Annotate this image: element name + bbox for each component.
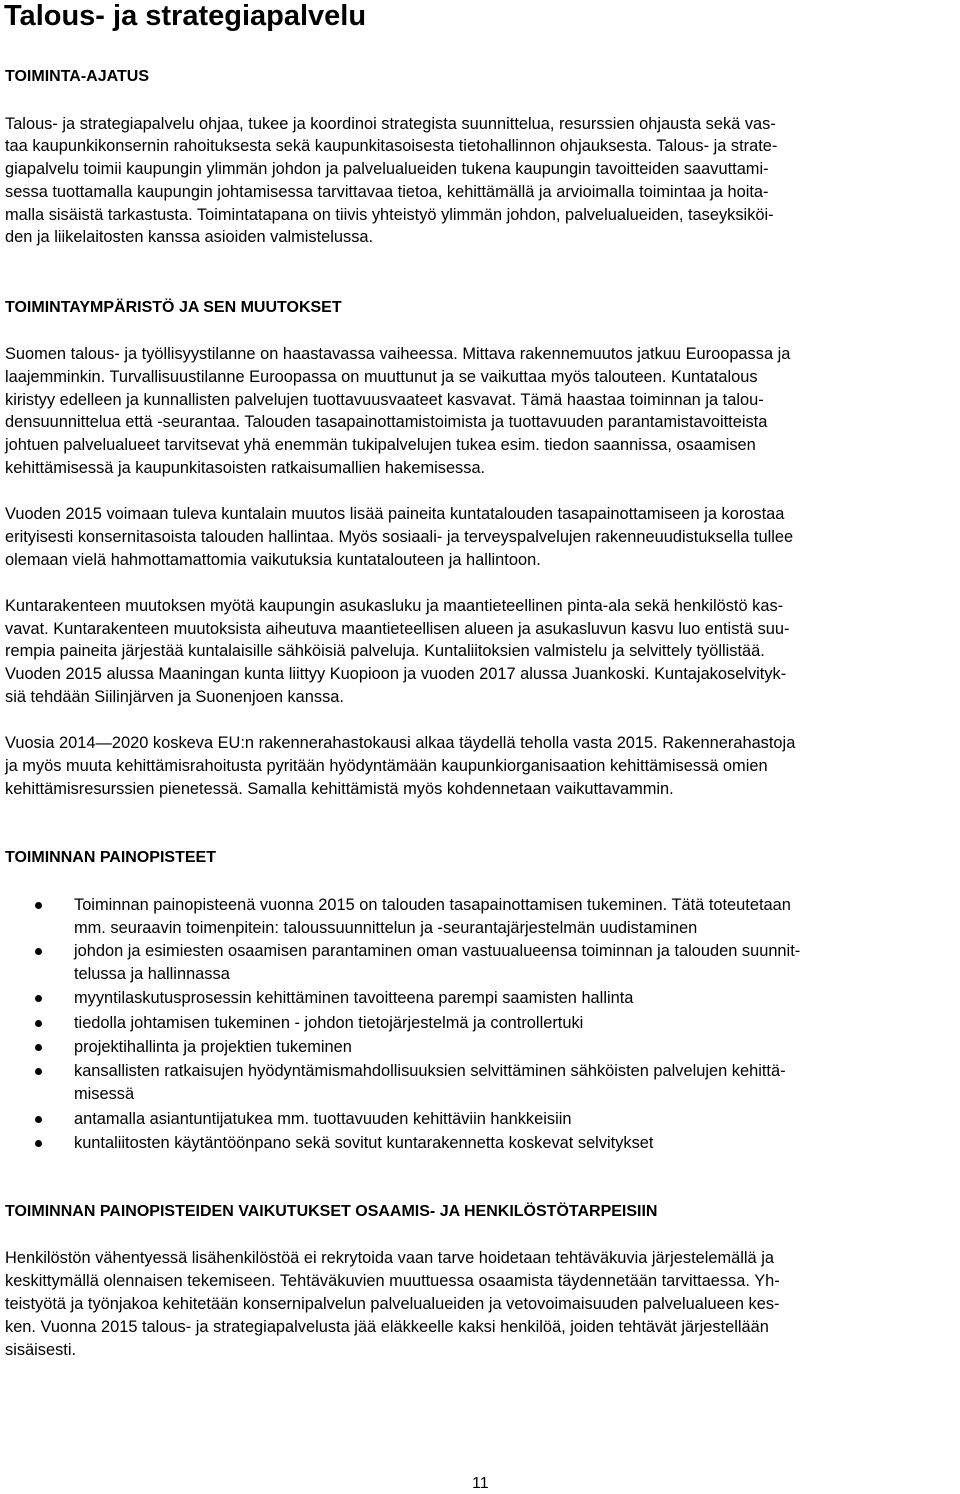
paragraph-line: laajemminkin. Turvallisuustilanne Euroopassa on muuttunut ja se vaikuttaa myös talouteen. Kuntatalous — [5, 368, 758, 386]
paragraph-line: Vuosia 2014—2020 koskeva EU:n rakennerahastokausi alkaa täydellä teholla vasta 2015. Rakennerahastoja — [5, 734, 796, 752]
bullet-icon — [35, 1116, 42, 1123]
bullet-icon — [35, 1068, 42, 1075]
paragraph-line: den ja liikelaitosten kanssa asioiden valmistelussa. — [5, 228, 374, 246]
paragraph-line: Henkilöstön vähentyessä lisähenkilöstöä ei rekrytoida vaan tarve hoidetaan tehtäväkuvia järjestelemällä ja — [5, 1249, 774, 1267]
paragraph-line: sisäisesti. — [5, 1341, 77, 1359]
paragraph-line: vavat. Kuntarakenteen muutoksista aiheutuva maantieteellisen alueen ja asukasluvun kasvu luo entistä suu- — [5, 620, 790, 638]
paragraph-line: keskittymällä olennaisen tekemiseen. Tehtäväkuvien muuttuessa osaamista täydennetään tarvittaessa. Yh- — [5, 1272, 780, 1290]
paragraph-line: kiristyy edelleen ja kunnallisten palvelujen tuottavuusvaateet kasvavat. Tämä haastaa toiminnan ja talou- — [5, 391, 764, 409]
bullet-icon — [35, 902, 42, 909]
bullet-icon — [35, 995, 42, 1002]
paragraph-line: sessa tuottamalla kaupungin johtamisessa tarvittavaa tietoa, kehittämällä ja arvioimalla toimintaa ja hoita- — [5, 183, 769, 201]
paragraph-line: erityisesti konsernitasoista talouden hallintaa. Myös sosiaali- ja terveyspalvelujen rakenneuudistuksella tullee — [5, 528, 794, 546]
bullet-icon — [35, 1044, 42, 1051]
paragraph-line: olemaan vielä hahmottamattomia vaikutuksia kuntatalouteen ja hallintoon. — [5, 551, 541, 569]
bullet-icon — [35, 948, 42, 955]
list-item: misessä — [74, 1085, 135, 1103]
paragraph-line: taa kaupunkikonsernin rahoituksesta sekä kaupunkitasoisesta tietohallinnon ohjauksesta. Talous- ja strate- — [5, 137, 778, 155]
list-item: Toiminnan painopisteenä vuonna 2015 on talouden tasapainottamisen tukeminen. Tätä toteutetaan — [74, 896, 791, 914]
bullet-icon — [35, 1140, 42, 1147]
paragraph-line: Suomen talous- ja työllisyystilanne on haastavassa vaiheessa. Mittava rakennemuutos jatkuu Euroopassa ja — [5, 345, 791, 363]
list-item: myyntilaskutusprosessin kehittäminen tavoitteena parempi saamisten hallinta — [74, 989, 634, 1007]
list-item: telussa ja hallinnassa — [74, 965, 230, 983]
page-number: 11 — [472, 1475, 489, 1492]
paragraph-line: Talous- ja strategiapalvelu ohjaa, tukee ja koordinoi strategista suunnittelua, resurssien ohjausta sekä vas- — [5, 115, 776, 133]
paragraph-line: giapalvelu toimii kaupungin ylimmän johdon ja palvelualueiden tukena kaupungin tavoitteiden saavuttami- — [5, 160, 769, 178]
bullet-icon — [35, 1020, 42, 1027]
list-item: johdon ja esimiesten osaamisen parantaminen oman vastuualueensa toiminnan ja talouden suunnit- — [74, 942, 801, 960]
paragraph-line: densuunnittelua että -seurantaa. Talouden tasapainottamistoimista ja tuottavuuden parantamistavoitteista — [5, 413, 768, 431]
section-heading-toiminta-ajatus: TOIMINTA-AJATUS — [5, 68, 149, 85]
section-heading-toimintaymparisto: TOIMINTAYMPÄRISTÖ JA SEN MUUTOKSET — [5, 299, 342, 316]
paragraph-line: johtuen palvelualueet tarvitsevat yhä enemmän tukipalvelujen tukea esim. tiedon saannissa, osaamisen — [5, 436, 756, 454]
paragraph-line: siä tehdään Siilinjärven ja Suonenjoen kanssa. — [5, 688, 344, 706]
document-title: Talous- ja strategiapalvelu — [4, 0, 367, 32]
paragraph-line: ken. Vuonna 2015 talous- ja strategiapalvelusta jää eläkkeelle kaksi henkilöä, joiden tehtävät järjestellään — [5, 1318, 769, 1336]
paragraph-line: Kuntarakenteen muutoksen myötä kaupungin asukasluku ja maantieteellinen pinta-ala sekä henkilöstö kas- — [5, 597, 784, 615]
list-item: kuntaliitosten käytäntöönpano sekä sovitut kuntarakennetta koskevat selvitykset — [74, 1134, 654, 1152]
list-item: antamalla asiantuntijatukea mm. tuottavuuden kehittäviin hankkeisiin — [74, 1110, 572, 1128]
list-item: tiedolla johtamisen tukeminen - johdon tietojärjestelmä ja controllertuki — [74, 1014, 584, 1032]
paragraph-line: Vuoden 2015 alussa Maaningan kunta liittyy Kuopioon ja vuoden 2017 alussa Juankoski. Kuntajakoselvityk- — [5, 665, 787, 683]
paragraph-line: rempia paineita järjestää kuntalaisille sähköisiä palveluja. Kuntaliitoksien valmistelu ja selvittely työllistää. — [5, 642, 765, 660]
paragraph-line: malla sisäistä tarkastusta. Toimintatapana on tiivis yhteistyö ylimmän johdon, palvelualueiden, taseyksiköi- — [5, 206, 774, 224]
list-item: kansallisten ratkaisujen hyödyntämismahdollisuuksien selvittäminen sähköisten palvelujen kehittä- — [74, 1062, 786, 1080]
paragraph-line: ja myös muuta kehittämisrahoitusta pyritään hyödyntämään kaupunkiorganisaation kehittämisessä omien — [5, 757, 768, 775]
list-item: projektihallinta ja projektien tukeminen — [74, 1038, 352, 1056]
section-heading-vaikutukset: TOIMINNAN PAINOPISTEIDEN VAIKUTUKSET OSAAMIS- JA HENKILÖSTÖTARPEISIIN — [5, 1203, 658, 1220]
paragraph-line: kehittämisessä ja kaupunkitasoisten ratkaisumallien hakemisessa. — [5, 459, 486, 477]
paragraph-line: teistyötä ja työnjakoa kehitetään konsernipalvelun palvelualueiden ja vetovoimaisuuden palvelualueen kes- — [5, 1295, 780, 1313]
list-item: mm. seuraavin toimenpitein: taloussuunnittelun ja -seurantajärjestelmän uudistaminen — [74, 919, 698, 937]
paragraph-line: kehittämisresurssien pienetessä. Samalla kehittämistä myös kohdennetaan vaikuttavammin. — [5, 780, 674, 798]
section-heading-painopisteet: TOIMINNAN PAINOPISTEET — [5, 849, 216, 866]
paragraph-line: Vuoden 2015 voimaan tuleva kuntalain muutos lisää paineita kuntatalouden tasapainottamiseen ja korostaa — [5, 505, 785, 523]
